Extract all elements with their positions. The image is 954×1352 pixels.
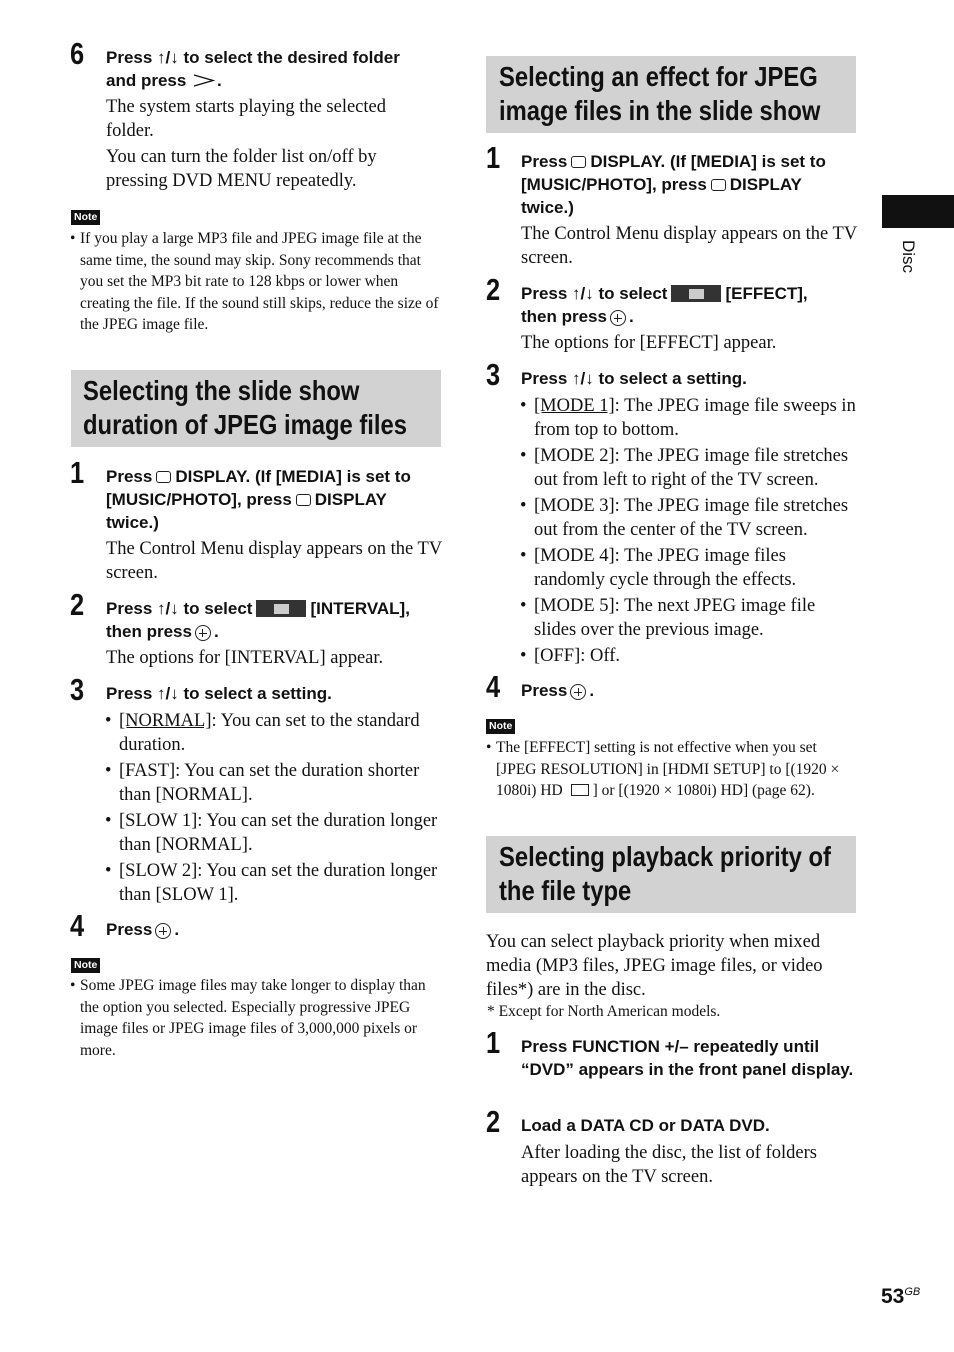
note-2-content: Some JPEG image files may take longer to display than the option you selected. Especially progressive JPEG image files or JPEG image files of 3,000,000 pixels or more.	[80, 977, 426, 1059]
section-title-jpeg-effect	[499, 60, 820, 128]
step-2-interval: [INTERVAL],	[310, 599, 410, 618]
display-button-icon	[296, 494, 311, 506]
option-mode1-desc: : The JPEG image file sweeps in from top to bottom.	[534, 396, 856, 440]
bullet-slow1	[105, 809, 444, 857]
bullet-dot: •	[70, 230, 76, 247]
bullet-dot: •	[520, 646, 527, 666]
step-2-body: The options for [INTERVAL] appear.	[106, 648, 384, 668]
step-6-body-2: You can turn the folder list on/off by pressing DVD MENU repeatedly.	[106, 147, 377, 191]
effect-step-1-display: DISPLAY	[729, 175, 802, 194]
bullet-mode3	[520, 494, 859, 542]
bullet-normal	[105, 709, 444, 757]
play-icon	[193, 74, 215, 87]
effect-step-3-number: 3	[486, 357, 501, 392]
enter-button-icon	[155, 923, 171, 939]
option-mode5: [MODE 5]: The next JPEG image file slides over the previous image.	[534, 596, 816, 640]
step-6-heading: Press ↑/↓ to select the desired folder and press .	[106, 48, 400, 90]
effect-note-part1: The [EFFECT] setting is not effective when you set [JPEG RESOLUTION] in [HDMI SETUP] to [(1920 × 1080i) HD	[496, 739, 840, 799]
display-button-icon	[571, 156, 586, 168]
note-2-text	[70, 975, 442, 1061]
note-1-tag: Note	[71, 210, 100, 225]
option-mode4: [MODE 4]: The JPEG image files randomly cycle through the effects.	[534, 546, 797, 590]
priority-step-1-heading: Press FUNCTION +/– repeatedly until “DVD” appears in the front panel display.	[521, 1037, 854, 1079]
step-6-body-1: The system starts playing the selected folder.	[106, 97, 386, 141]
step-1-heading	[106, 465, 451, 534]
section-title-line2: image files in the slide show	[499, 95, 821, 126]
effect-step-2-effect: [EFFECT],	[725, 284, 808, 303]
side-tab-label: Disc	[899, 240, 918, 274]
priority-footnote: * Except for North American models.	[487, 1003, 721, 1020]
step-4-number: 4	[70, 908, 85, 943]
effect-step-2-body: The options for [EFFECT] appear.	[521, 333, 777, 353]
enter-button-icon	[610, 310, 626, 326]
bullet-dot: •	[520, 546, 527, 566]
option-off: [OFF]: Off.	[534, 646, 620, 666]
page-number-value: 53	[881, 1285, 905, 1308]
step-1-display-text: DISPLAY. (If [MEDIA] is set to	[175, 467, 411, 486]
page-region-suffix: GB	[904, 1286, 921, 1298]
step-3-heading: Press ↑/↓ to select a setting.	[106, 684, 332, 703]
bullet-dot: •	[70, 977, 76, 994]
note-1-content: If you play a large MP3 file and JPEG image file at the same time, the sound may skip. Sony recommends that you set the MP3 bit rate to 128 kbps or lower when creating the file. If the sound still skips, reduce the size of the JPEG image file.	[80, 230, 439, 333]
bullet-fast	[105, 759, 444, 807]
effect-step-1-body: The Control Menu display appears on the TV screen.	[521, 224, 857, 268]
bullet-mode4	[520, 544, 859, 592]
effect-step-4-number: 4	[486, 669, 501, 704]
section-title-line1: Selecting the slide show	[83, 375, 360, 406]
effect-step-1-display-text: DISPLAY. (If [MEDIA] is set to	[590, 152, 826, 171]
display-button-icon	[156, 471, 171, 483]
step-6-heading-line2: and press	[106, 71, 187, 90]
bullet-dot: •	[105, 861, 112, 881]
effect-step-2-then-press: then press	[521, 307, 607, 326]
effect-note-tag: Note	[486, 719, 515, 734]
step-1-number: 1	[70, 455, 85, 490]
bullet-dot: •	[520, 496, 527, 516]
effect-step-1-heading	[521, 150, 866, 219]
step-2-then-press: then press	[106, 622, 192, 641]
option-mode2: [MODE 2]: The JPEG image file stretches out from left to right of the TV screen.	[534, 446, 849, 490]
step-6-number: 6	[70, 36, 85, 71]
bullet-mode5	[520, 594, 859, 642]
bullet-mode2	[520, 444, 859, 492]
effect-step-1-number: 1	[486, 140, 501, 175]
step-1-twice: twice.)	[106, 513, 159, 532]
option-normal-desc: : You can set to the standard duration.	[119, 711, 420, 755]
step-4-press: Press	[106, 920, 153, 939]
note-2-tag: Note	[71, 958, 100, 973]
bullet-mode1	[520, 394, 859, 442]
bullet-dot: •	[520, 396, 527, 416]
step-6-heading-line1: Press ↑/↓ to select the desired folder	[106, 48, 400, 67]
display-button-icon	[711, 179, 726, 191]
option-normal: [NORMAL]	[119, 711, 212, 731]
effect-step-4-heading: Press .	[521, 681, 595, 700]
bullet-dot: •	[520, 596, 527, 616]
bullet-dot: •	[105, 711, 112, 731]
step-2-heading: Press ↑/↓ to select [INTERVAL], then press .	[106, 599, 410, 641]
effect-step-2-select: Press ↑/↓ to select	[521, 284, 668, 303]
section-title-line2: the file type	[499, 875, 632, 906]
effect-step-1-press: Press	[521, 152, 568, 171]
step-1-display: DISPLAY	[314, 490, 387, 509]
effect-step-2-heading: Press ↑/↓ to select [EFFECT], then press .	[521, 284, 808, 326]
page-number	[881, 1285, 920, 1309]
effect-step-3-heading: Press ↑/↓ to select a setting.	[521, 369, 747, 388]
step-4-heading: Press .	[106, 920, 180, 939]
effect-menu-icon	[671, 285, 721, 302]
effect-step-2-number: 2	[486, 272, 501, 307]
step-3-number: 3	[70, 672, 85, 707]
effect-step-1-music-photo: [MUSIC/PHOTO], press	[521, 175, 707, 194]
progressive-format-icon	[571, 784, 589, 796]
note-1-text	[70, 228, 442, 336]
effect-note-text	[486, 737, 858, 802]
enter-button-icon	[570, 684, 586, 700]
priority-step-2-heading: Load a DATA CD or DATA DVD.	[521, 1116, 770, 1135]
bullet-dot: •	[105, 811, 112, 831]
enter-button-icon	[195, 625, 211, 641]
priority-intro: You can select playback priority when mixed media (MP3 files, JPEG image files, or video files*) are in the disc.	[486, 932, 823, 1000]
bullet-dot: •	[105, 761, 112, 781]
bullet-off	[520, 644, 859, 668]
option-slow1: [SLOW 1]: You can set the duration longer than [NORMAL].	[119, 811, 438, 855]
effect-note-part2: ] or [(1920 × 1080i) HD] (page 62).	[592, 782, 815, 799]
section-title-line1: Selecting playback priority of	[499, 841, 831, 872]
option-mode3: [MODE 3]: The JPEG image file stretches out from the center of the TV screen.	[534, 496, 849, 540]
step-2-number: 2	[70, 587, 85, 622]
effect-step-4-press: Press	[521, 681, 568, 700]
section-title-line1: Selecting an effect for JPEG	[499, 61, 818, 92]
side-tab-marker	[882, 195, 954, 228]
step-1-music-photo: [MUSIC/PHOTO], press	[106, 490, 292, 509]
step-2-select: Press ↑/↓ to select	[106, 599, 253, 618]
bullet-slow2	[105, 859, 444, 907]
step-1-body: The Control Menu display appears on the TV screen.	[106, 539, 442, 583]
option-slow2: [SLOW 2]: You can set the duration longer than [SLOW 1].	[119, 861, 438, 905]
section-title-playback-priority	[499, 840, 831, 908]
effect-step-1-twice: twice.)	[521, 198, 574, 217]
bullet-dot: •	[520, 446, 527, 466]
section-title-line2: duration of JPEG image files	[83, 409, 408, 440]
step-1-press: Press	[106, 467, 153, 486]
option-mode1: [MODE 1]	[534, 396, 615, 416]
priority-step-2-body: After loading the disc, the list of folders appears on the TV screen.	[521, 1143, 817, 1187]
priority-step-2-number: 2	[486, 1104, 501, 1139]
bullet-dot: •	[486, 739, 492, 756]
priority-step-1-number: 1	[486, 1025, 501, 1060]
option-fast: [FAST]: You can set the duration shorter than [NORMAL].	[119, 761, 420, 805]
section-title-slideshow-duration	[83, 374, 407, 442]
interval-menu-icon	[256, 600, 306, 617]
